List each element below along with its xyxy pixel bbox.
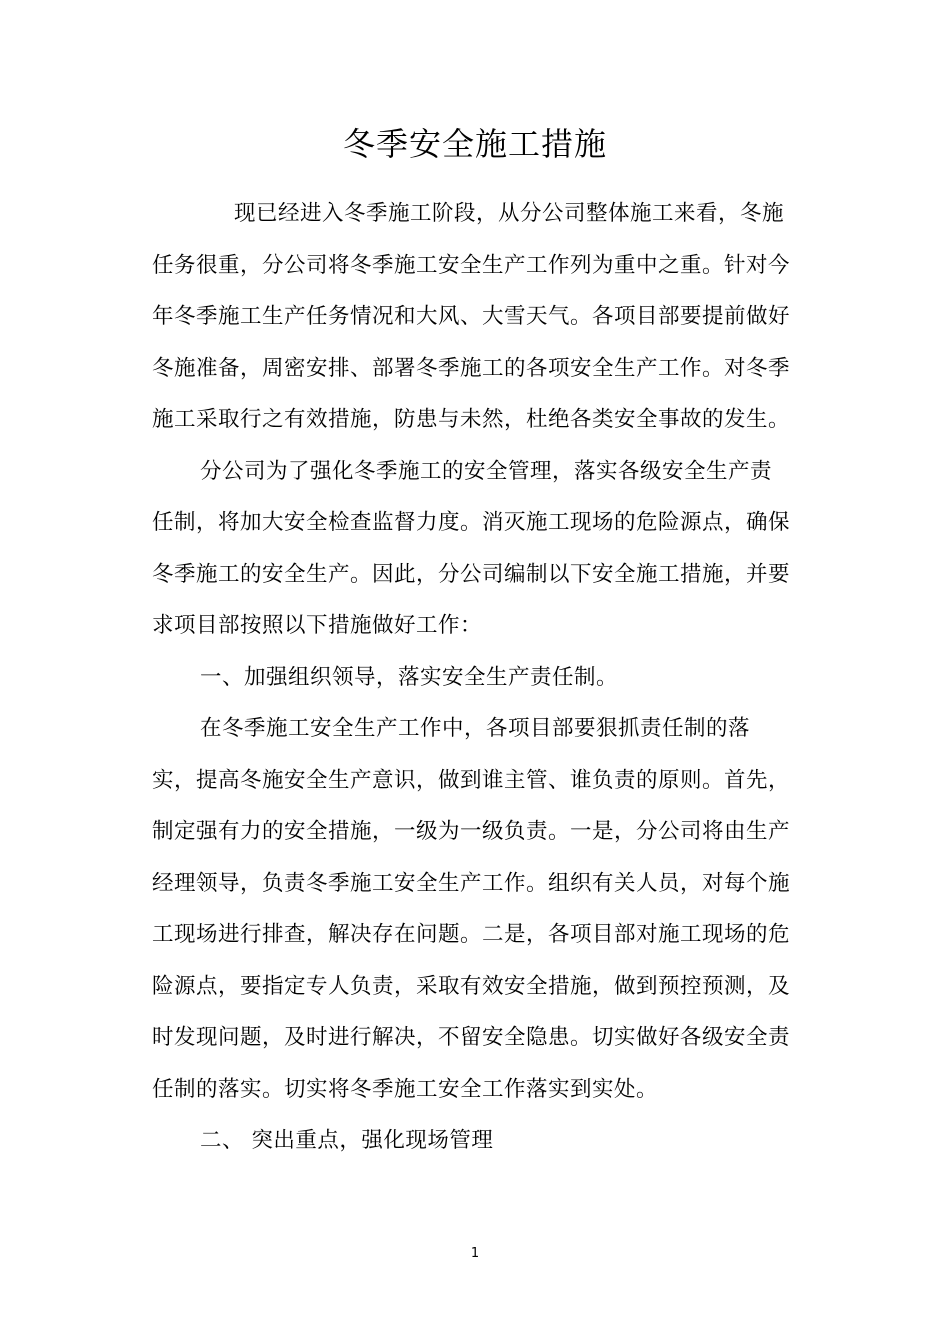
paragraph-line: 实，提高冬施安全生产意识，做到谁主管、谁负责的原则。首先， <box>152 768 791 793</box>
paragraph-line: 求项目部按照以下措施做好工作： <box>152 613 483 638</box>
page-number: 1 <box>470 1246 480 1261</box>
section-heading: 二、 突出重点，强化现场管理 <box>200 1128 494 1153</box>
paragraph-line: 在冬季施工安全生产工作中，各项目部要狠抓责任制的落 <box>200 716 751 741</box>
document-title: 冬季安全施工措施 <box>342 125 607 163</box>
paragraph-line: 经理领导，负责冬季施工安全生产工作。组织有关人员，对每个施 <box>152 871 791 896</box>
paragraph-line: 任制，将加大安全检查监督力度。消灭施工现场的危险源点，确保 <box>152 510 791 535</box>
paragraph-line: 冬季施工的安全生产。因此，分公司编制以下安全施工措施，并要 <box>152 562 791 587</box>
paragraph-line: 现已经进入冬季施工阶段，从分公司整体施工来看，冬施 <box>234 201 785 226</box>
paragraph-line: 工现场进行排查，解决存在问题。二是，各项目部对施工现场的危 <box>152 922 791 947</box>
paragraph-line: 施工采取行之有效措施，防患与未然，杜绝各类安全事故的发生。 <box>152 407 791 432</box>
paragraph-line: 任制的落实。切实将冬季施工安全工作落实到实处。 <box>152 1077 659 1102</box>
paragraph-line: 任务很重，分公司将冬季施工安全生产工作列为重中之重。针对今 <box>152 253 791 278</box>
paragraph-line: 制定强有力的安全措施，一级为一级负责。一是，分公司将由生产 <box>152 819 791 844</box>
paragraph-line: 时发现问题，及时进行解决，不留安全隐患。切实做好各级安全责 <box>152 1025 791 1050</box>
paragraph-line: 分公司为了强化冬季施工的安全管理，落实各级安全生产责 <box>200 459 773 484</box>
paragraph-line: 年冬季施工生产任务情况和大风、大雪天气。各项目部要提前做好 <box>152 304 791 329</box>
section-heading: 一、加强组织领导，落实安全生产责任制。 <box>200 665 619 690</box>
paragraph-line: 险源点，要指定专人负责，采取有效安全措施，做到预控预测，及 <box>152 974 791 999</box>
paragraph-line: 冬施准备，周密安排、部署冬季施工的各项安全生产工作。对冬季 <box>152 356 791 381</box>
